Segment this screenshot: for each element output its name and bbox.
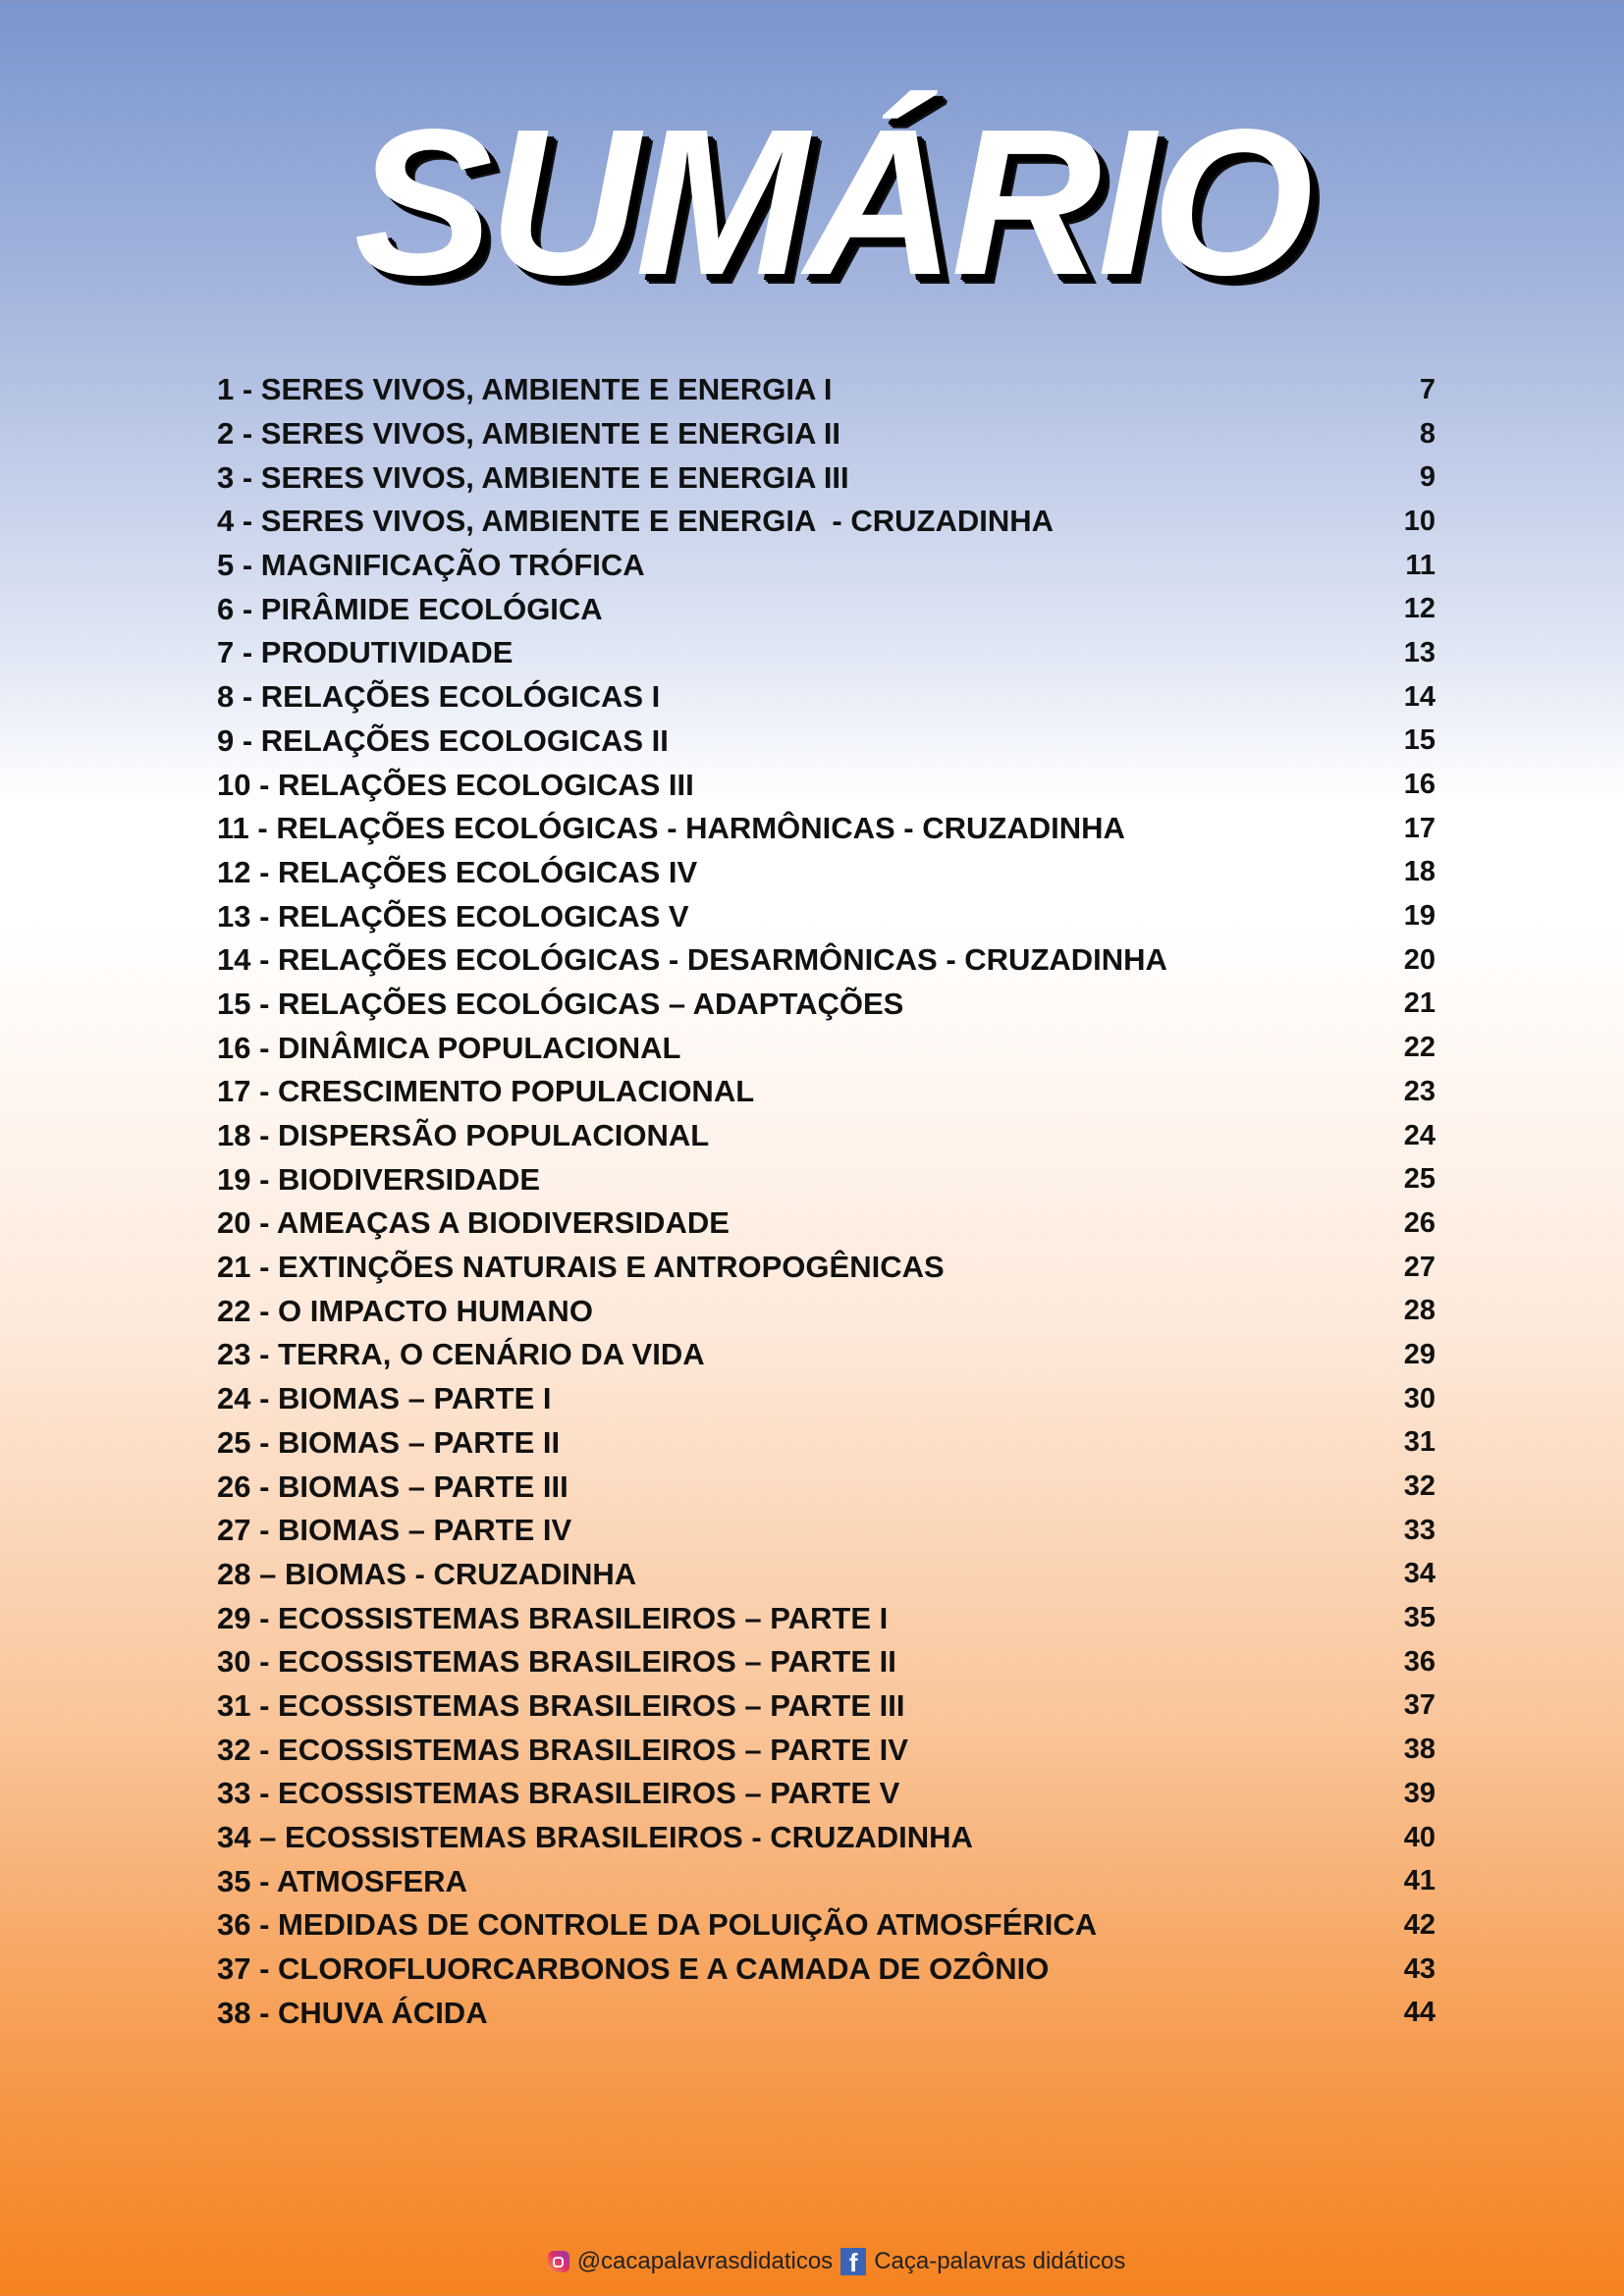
- toc-entry: [217, 1070, 1435, 1114]
- footer: [0, 2248, 1624, 2275]
- toc-entry: [217, 587, 1435, 631]
- toc-entry-page: 36: [1403, 1645, 1435, 1678]
- toc-entry-label: 22 - O IMPACTO HUMANO: [217, 1293, 593, 1328]
- toc-entry-page: 22: [1403, 1032, 1435, 1064]
- toc-entry-label: 7 - PRODUTIVIDADE: [217, 635, 514, 670]
- toc-entry: [217, 1465, 1435, 1509]
- toc-entry: [217, 1246, 1435, 1290]
- toc-entry-page: 20: [1403, 943, 1435, 976]
- toc-entry-page: 39: [1403, 1777, 1435, 1809]
- toc-entry-page: 35: [1403, 1602, 1435, 1634]
- toc-entry-page: 8: [1419, 417, 1435, 450]
- toc-entry: [217, 1772, 1435, 1816]
- toc-entry-page: 28: [1403, 1295, 1435, 1327]
- toc-entry-label: 12 - RELAÇÕES ECOLÓGICAS IV: [217, 854, 698, 889]
- page-title: SUMÁRIO: [353, 85, 1310, 318]
- toc-entry-page: 42: [1403, 1908, 1435, 1941]
- toc-entry: [217, 1991, 1435, 2035]
- toc-entry-page: 32: [1403, 1470, 1435, 1503]
- toc-entry: [217, 1026, 1435, 1070]
- toc-entry-label: 27 - BIOMAS – PARTE IV: [217, 1513, 572, 1548]
- toc-entry-page: 19: [1403, 900, 1435, 933]
- facebook-page: Caça-palavras didáticos: [874, 2248, 1126, 2274]
- toc-entry: [217, 1859, 1435, 1903]
- toc-entry-label: 28 – BIOMAS - CRUZADINHA: [217, 1556, 637, 1591]
- instagram-icon: [548, 2251, 569, 2272]
- toc-entry-page: 23: [1403, 1075, 1435, 1107]
- toc-entry-label: 18 - DISPERSÃO POPULACIONAL: [217, 1118, 710, 1153]
- toc-entry: [217, 807, 1435, 851]
- toc-entry-label: 13 - RELAÇÕES ECOLOGICAS V: [217, 898, 689, 934]
- toc-entry-label: 20 - AMEAÇAS A BIODIVERSIDADE: [217, 1205, 730, 1241]
- toc-entry: [217, 1903, 1435, 1948]
- toc-entry-label: 30 - ECOSSISTEMAS BRASILEIROS – PARTE II: [217, 1644, 896, 1680]
- toc-entry-page: 37: [1403, 1689, 1435, 1722]
- toc-entry-page: 44: [1403, 1997, 1435, 2029]
- toc-entry-label: 37 - CLOROFLUORCARBONOS E A CAMADA DE OZÔNIO: [217, 1951, 1050, 1987]
- toc-entry: [217, 500, 1435, 544]
- toc-entry-label: 15 - RELAÇÕES ECOLÓGICAS – ADAPTAÇÕES: [217, 986, 904, 1021]
- table-of-contents: [217, 368, 1435, 2035]
- toc-entry-page: 24: [1403, 1119, 1435, 1151]
- toc-entry: [217, 368, 1435, 412]
- toc-entry: [217, 455, 1435, 500]
- toc-entry: [217, 983, 1435, 1027]
- toc-entry-label: 9 - RELAÇÕES ECOLOGICAS II: [217, 722, 669, 758]
- toc-entry: [217, 1289, 1435, 1333]
- toc-entry-label: 16 - DINÂMICA POPULACIONAL: [217, 1030, 681, 1065]
- toc-entry-page: 26: [1403, 1206, 1435, 1239]
- toc-entry-label: 17 - CRESCIMENTO POPULACIONAL: [217, 1074, 755, 1109]
- toc-entry-label: 21 - EXTINÇÕES NATURAIS E ANTROPOGÊNICAS: [217, 1250, 945, 1285]
- toc-entry-label: 1 - SERES VIVOS, AMBIENTE E ENERGIA I: [217, 372, 833, 407]
- toc-entry: [217, 1816, 1435, 1860]
- toc-entry: [217, 1640, 1435, 1684]
- toc-entry-page: 33: [1403, 1514, 1435, 1546]
- toc-entry: [217, 1684, 1435, 1729]
- toc-entry: [217, 1114, 1435, 1158]
- toc-entry-label: 32 - ECOSSISTEMAS BRASILEIROS – PARTE IV: [217, 1732, 908, 1767]
- toc-entry: [217, 851, 1435, 895]
- toc-entry: [217, 1201, 1435, 1246]
- toc-entry: [217, 544, 1435, 588]
- toc-entry: [217, 1377, 1435, 1421]
- toc-entry-label: 36 - MEDIDAS DE CONTROLE DA POLUIÇÃO ATMOSFÉRICA: [217, 1907, 1098, 1943]
- toc-entry: [217, 1421, 1435, 1466]
- toc-entry: [217, 412, 1435, 456]
- toc-entry-label: 38 - CHUVA ÁCIDA: [217, 1995, 488, 2030]
- toc-entry-label: 19 - BIODIVERSIDADE: [217, 1161, 541, 1197]
- toc-entry: [217, 1596, 1435, 1640]
- toc-entry-label: 26 - BIOMAS – PARTE III: [217, 1468, 568, 1504]
- facebook-icon: f: [840, 2248, 866, 2275]
- toc-entry-label: 10 - RELAÇÕES ECOLOGICAS III: [217, 767, 694, 802]
- toc-entry-page: 31: [1403, 1426, 1435, 1459]
- toc-entry-page: 10: [1403, 505, 1435, 537]
- toc-entry: [217, 938, 1435, 983]
- toc-entry-label: 14 - RELAÇÕES ECOLÓGICAS - DESARMÔNICAS - CRUZADINHA: [217, 942, 1167, 978]
- toc-entry-page: 27: [1403, 1251, 1435, 1283]
- toc-entry-label: 5 - MAGNIFICAÇÃO TRÓFICA: [217, 548, 645, 583]
- toc-entry: [217, 720, 1435, 764]
- toc-entry-label: 31 - ECOSSISTEMAS BRASILEIROS – PARTE III: [217, 1687, 905, 1723]
- toc-entry: [217, 1948, 1435, 1992]
- toc-entry-label: 33 - ECOSSISTEMAS BRASILEIROS – PARTE V: [217, 1776, 900, 1811]
- toc-entry: [217, 675, 1435, 720]
- toc-entry-page: 40: [1403, 1821, 1435, 1853]
- toc-entry-label: 11 - RELAÇÕES ECOLÓGICAS - HARMÔNICAS - CRUZADINHA: [217, 811, 1125, 846]
- toc-entry-label: 8 - RELAÇÕES ECOLÓGICAS I: [217, 679, 661, 715]
- toc-entry-page: 12: [1403, 593, 1435, 625]
- toc-entry-page: 34: [1403, 1558, 1435, 1590]
- toc-entry-page: 25: [1403, 1163, 1435, 1196]
- toc-entry-label: 24 - BIOMAS – PARTE I: [217, 1381, 552, 1416]
- toc-entry-label: 4 - SERES VIVOS, AMBIENTE E ENERGIA - CRUZADINHA: [217, 504, 1055, 539]
- toc-entry-page: 18: [1403, 856, 1435, 888]
- toc-entry: [217, 1333, 1435, 1377]
- toc-entry: [217, 1728, 1435, 1772]
- toc-entry-page: 41: [1403, 1865, 1435, 1897]
- instagram-handle: @cacapalavrasdidaticos: [576, 2248, 834, 2274]
- toc-entry-page: 13: [1403, 636, 1435, 668]
- toc-entry-page: 9: [1419, 461, 1435, 494]
- toc-entry-label: 3 - SERES VIVOS, AMBIENTE E ENERGIA III: [217, 459, 849, 495]
- toc-entry: [217, 1553, 1435, 1597]
- toc-entry-page: 14: [1403, 680, 1435, 713]
- toc-entry-page: 21: [1403, 988, 1435, 1020]
- toc-entry-label: 2 - SERES VIVOS, AMBIENTE E ENERGIA II: [217, 416, 841, 452]
- toc-entry-page: 43: [1403, 1952, 1435, 1985]
- toc-entry-page: 16: [1403, 769, 1435, 801]
- toc-entry: [217, 763, 1435, 807]
- toc-entry-page: 38: [1403, 1734, 1435, 1766]
- toc-entry-label: 23 - TERRA, O CENÁRIO DA VIDA: [217, 1337, 705, 1372]
- toc-entry: [217, 631, 1435, 675]
- toc-entry-page: 15: [1403, 724, 1435, 757]
- toc-entry-page: 7: [1419, 373, 1435, 405]
- toc-entry-label: 35 - ATMOSFERA: [217, 1863, 467, 1898]
- toc-entry-page: 11: [1405, 549, 1435, 581]
- toc-entry-label: 29 - ECOSSISTEMAS BRASILEIROS – PARTE I: [217, 1600, 889, 1635]
- toc-entry-label: 6 - PIRÂMIDE ECOLÓGICA: [217, 591, 603, 626]
- toc-entry: [217, 1509, 1435, 1553]
- toc-entry-page: 29: [1403, 1338, 1435, 1370]
- toc-entry-page: 30: [1403, 1382, 1435, 1415]
- toc-entry-page: 17: [1403, 812, 1435, 844]
- toc-entry-label: 25 - BIOMAS – PARTE II: [217, 1424, 561, 1460]
- toc-entry: [217, 894, 1435, 938]
- toc-entry: [217, 1157, 1435, 1201]
- toc-entry-label: 34 – ECOSSISTEMAS BRASILEIROS - CRUZADINHA: [217, 1820, 973, 1855]
